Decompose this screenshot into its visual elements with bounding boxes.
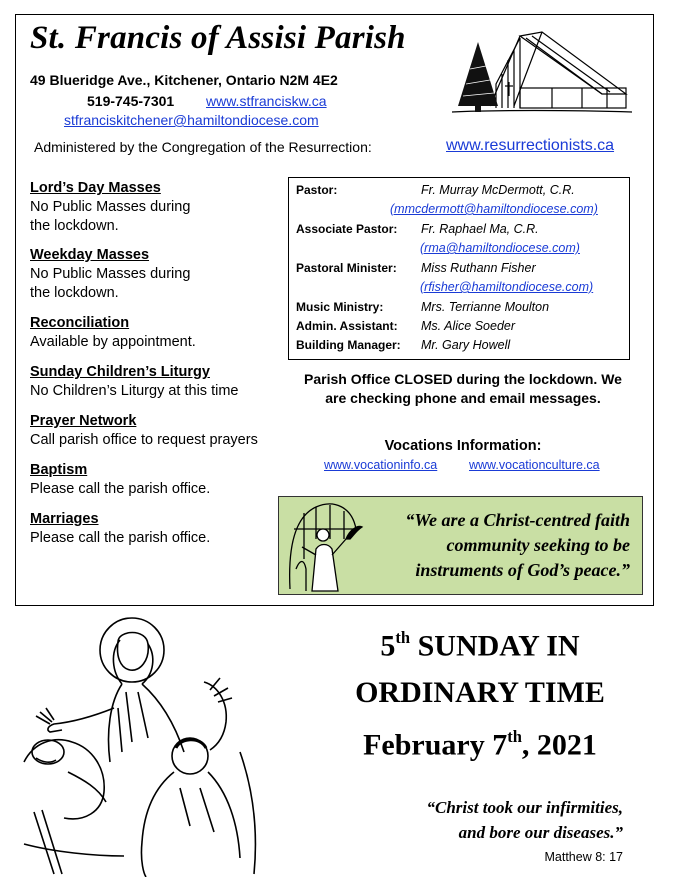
administered-by-text: Administered by the Congregation of the Resurrection: bbox=[34, 139, 372, 155]
parish-email-link[interactable]: stfranciskitchener@hamiltondiocese.com bbox=[64, 112, 319, 128]
parish-address: 49 Blueridge Ave., Kitchener, Ontario N2M 4E2 bbox=[30, 72, 338, 88]
date-ordinal: th bbox=[507, 727, 522, 746]
church-illustration bbox=[452, 24, 632, 124]
parish-title: St. Francis of Assisi Parish bbox=[30, 20, 406, 56]
section-heading-prayer-network: Prayer Network bbox=[30, 413, 137, 429]
staff-role: Music Ministry: bbox=[296, 300, 384, 314]
sunday-number: 5 bbox=[380, 629, 396, 663]
section-heading-lords-day: Lord’s Day Masses bbox=[30, 180, 161, 196]
vocations-title: Vocations Information: bbox=[384, 438, 542, 454]
staff-role: Pastor: bbox=[296, 183, 338, 197]
sunday-ordinal: th bbox=[395, 628, 411, 647]
date-month-day: February 7 bbox=[363, 728, 508, 762]
section-heading-weekday: Weekday Masses bbox=[30, 247, 150, 263]
scripture-line: and bore our diseases.” bbox=[458, 823, 623, 842]
office-closed-notice: Parish Office CLOSED during the lockdown. We are checking phone and email messages. bbox=[304, 371, 622, 406]
staff-email-link[interactable]: (mmcdermott@hamiltondiocese.com) bbox=[390, 202, 598, 216]
section-line: No Public Masses during bbox=[30, 199, 191, 215]
scripture-line: “Christ took our infirmities, bbox=[426, 798, 623, 817]
staff-role: Building Manager: bbox=[296, 338, 401, 352]
staff-role: Pastoral Minister: bbox=[296, 261, 397, 275]
section-line: the lockdown. bbox=[30, 218, 119, 234]
staff-email-link[interactable]: (rfisher@hamiltondiocese.com) bbox=[420, 280, 594, 294]
section-heading-baptism: Baptism bbox=[30, 462, 88, 478]
parish-phone: 519-745-7301 bbox=[87, 93, 175, 109]
section-heading-childrens-liturgy: Sunday Children’s Liturgy bbox=[30, 364, 210, 380]
scripture-quote bbox=[300, 795, 623, 845]
mission-line: “We are a Christ-centred faith bbox=[405, 510, 630, 530]
staff-name: Ms. Alice Soeder bbox=[421, 319, 516, 333]
section-text-prayer-network: Call parish office to request prayers bbox=[30, 432, 258, 448]
section-text-lords-day bbox=[30, 198, 190, 236]
section-text-weekday bbox=[30, 265, 190, 303]
parish-website-link[interactable]: www.stfranciskw.ca bbox=[206, 93, 327, 109]
bulletin-date bbox=[290, 727, 670, 762]
scripture-reference: Matthew 8: 17 bbox=[544, 850, 623, 864]
section-text-marriages: Please call the parish office. bbox=[30, 530, 211, 546]
liturgical-title-line1 bbox=[290, 628, 670, 663]
section-text-reconciliation: Available by appointment. bbox=[30, 334, 196, 350]
section-line: No Public Masses during bbox=[30, 266, 191, 282]
staff-name: Miss Ruthann Fisher bbox=[421, 261, 536, 275]
staff-role: Associate Pastor: bbox=[296, 222, 398, 236]
section-text-childrens-liturgy: No Children’s Liturgy at this time bbox=[30, 383, 239, 399]
staff-name: Fr. Raphael Ma, C.R. bbox=[421, 222, 539, 236]
mission-line: community seeking to be bbox=[446, 535, 630, 555]
liturgical-title-line2: ORDINARY TIME bbox=[355, 676, 605, 709]
section-text-baptism: Please call the parish office. bbox=[30, 481, 211, 497]
staff-email-link[interactable]: (rma@hamiltondiocese.com) bbox=[420, 241, 580, 255]
section-heading-marriages: Marriages bbox=[30, 511, 99, 527]
section-line: the lockdown. bbox=[30, 285, 119, 301]
sunday-title: SUNDAY IN bbox=[410, 629, 580, 663]
staff-name: Fr. Murray McDermott, C.R. bbox=[421, 183, 575, 197]
section-heading-reconciliation: Reconciliation bbox=[30, 315, 130, 331]
staff-role: Admin. Assistant: bbox=[296, 319, 398, 333]
date-year: , 2021 bbox=[521, 728, 597, 762]
vocation-info-link[interactable]: www.vocationinfo.ca bbox=[324, 458, 438, 472]
vocation-culture-link[interactable]: www.vocationculture.ca bbox=[469, 458, 600, 472]
mission-line: instruments of God’s peace.” bbox=[415, 560, 630, 580]
staff-name: Mrs. Terrianne Moulton bbox=[421, 300, 550, 314]
congregation-website-link[interactable]: www.resurrectionists.ca bbox=[446, 137, 615, 154]
staff-name: Mr. Gary Howell bbox=[421, 338, 511, 352]
jesus-healing-illustration bbox=[14, 612, 272, 877]
mission-quote bbox=[352, 508, 630, 583]
